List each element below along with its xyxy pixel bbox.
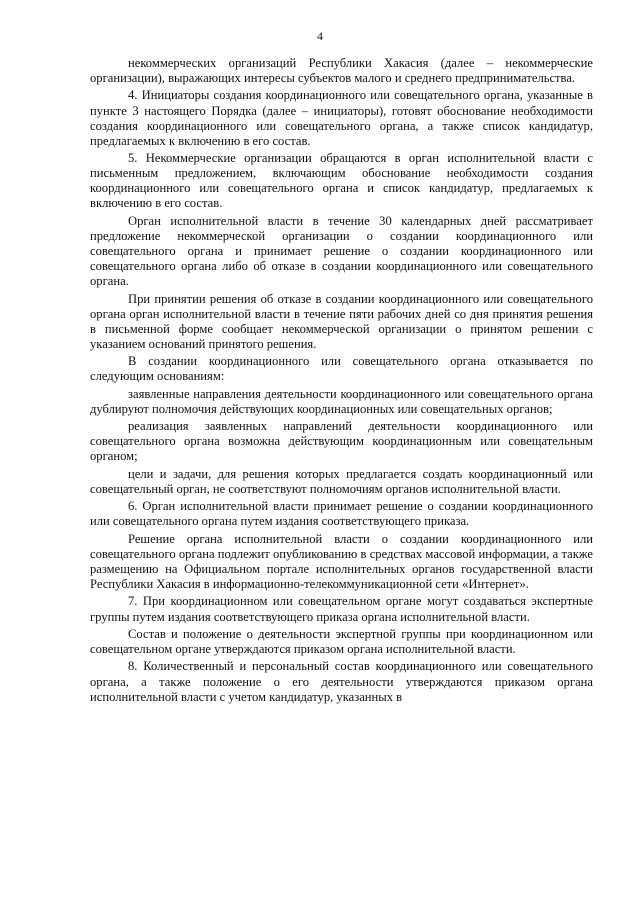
page-number: 4 <box>317 29 323 43</box>
paragraph-ground-authority: цели и задачи, для решения которых предлагается создать координационный или совещательный орган, не соответствуют полномочиям органов исполнительной власти. <box>90 466 593 496</box>
paragraph-refusal-grounds: В создании координационного или совещательного органа отказывается по следующим основаниям: <box>90 354 593 384</box>
paragraph-ground-duplicate: заявленные направления деятельности координационного или совещательного органа дублируют полномочия действующих координационных или совещательных органов; <box>90 386 593 416</box>
paragraph-refusal-notice: При принятии решения об отказе в создании координационного или совещательного органа орган исполнительной власти в течение пяти рабочих дней со дня принятия решения в письменной форме сообщает некоммерческой организации о принятом решении с указанием оснований принятого решения. <box>90 291 593 351</box>
document-body <box>90 56 593 707</box>
paragraph-item-4: 4. Инициаторы создания координационного или совещательного органа, указанные в пункте 3 настоящего Порядка (далее – инициаторы), готовят обоснование необходимости создания координационного или совещательного органа, а также список кандидатур, предлагаемых к включению в его состав. <box>90 88 593 148</box>
paragraph-item-6: 6. Орган исполнительной власти принимает решение о создании координационного или совещательного органа путем издания соответствующего приказа. <box>90 499 593 529</box>
paragraph-item-8: 8. Количественный и персональный состав координационного или совещательного органа, а также положение о его деятельности утверждаются приказом органа исполнительной власти с учетом кандидатур, указанных в <box>90 659 593 704</box>
paragraph-continuation: некоммерческих организаций Республики Хакасия (далее – некоммерческие организации), выражающих интересы субъектов малого и среднего предпринимательства. <box>90 56 593 86</box>
paragraph-ground-existing: реализация заявленных направлений деятельности координационного или совещательного органа возможна действующим координационным или совещательным органом; <box>90 419 593 464</box>
paragraph-item-5: 5. Некоммерческие организации обращаются в орган исполнительной власти с письменным предложением, включающим обоснование необходимости создания координационного или совещательного органа и список кандидатур, предлагаемых к включению в его состав. <box>90 151 593 211</box>
paragraph-item-7: 7. При координационном или совещательном органе могут создаваться экспертные группы путем издания соответствующего приказа органа исполнительной власти. <box>90 594 593 624</box>
paragraph-expert-group: Состав и положение о деятельности экспертной группы при координационном или совещательном органе утверждаются приказом органа исполнительной власти. <box>90 626 593 657</box>
paragraph-review-period: Орган исполнительной власти в течение 30 календарных дней рассматривает предложение некоммерческой организации о создании координационного или совещательного органа и принимает решение о создании координационного или совещательного органа либо об отказе в создании координационного или совещательного органа. <box>90 213 593 289</box>
paragraph-publication: Решение органа исполнительной власти о создании координационного или совещательного органа подлежит опубликованию в средствах массовой информации, а также размещению на Официальном портале исполнительных органов государственной власти Республики Хакасия в информационно-телекоммуникационной сети «Интернет». <box>90 531 593 592</box>
